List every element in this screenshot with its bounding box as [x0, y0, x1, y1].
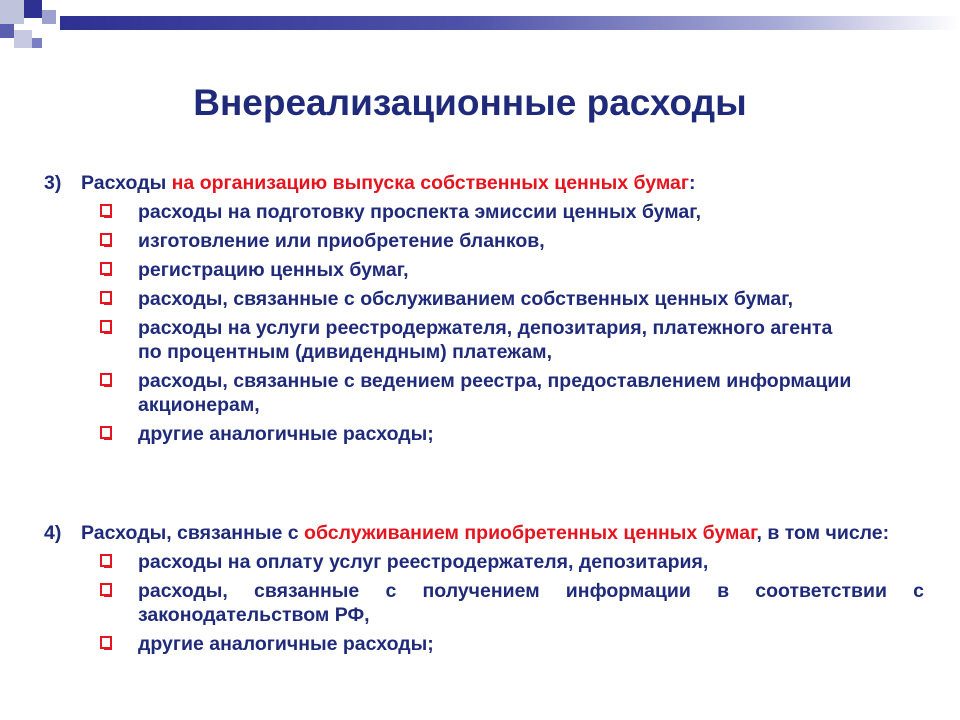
- checkbox-bullet-icon: [100, 636, 112, 649]
- section-4: [44, 521, 924, 656]
- list-item-text: регистрацию ценных бумаг,: [138, 259, 409, 281]
- list-item-text: расходы, связанные с получением информации в соответствии с законодательством РФ,: [138, 580, 924, 626]
- list-item-text: другие аналогичные расходы;: [138, 633, 434, 655]
- decor-square: [32, 38, 42, 48]
- list-item: [44, 422, 856, 446]
- list-item-text: изготовление или приобретение бланков,: [138, 230, 545, 252]
- list-item-text: расходы на подготовку проспекта эмиссии ценных бумаг,: [138, 201, 702, 223]
- list-item-text: другие аналогичные расходы;: [138, 423, 434, 445]
- list-item: [44, 369, 856, 417]
- heading-prefix: Расходы: [81, 172, 172, 194]
- list-item: [44, 229, 856, 253]
- list-item: [44, 287, 856, 311]
- section-heading: [44, 171, 856, 195]
- list-item: [44, 579, 924, 627]
- section-heading: [44, 521, 924, 545]
- checkbox-bullet-icon: [100, 291, 112, 304]
- checkbox-bullet-icon: [100, 320, 112, 333]
- section-3: [44, 171, 856, 446]
- heading-suffix: :: [689, 172, 696, 194]
- list-item: [44, 632, 924, 656]
- checkbox-bullet-icon: [100, 233, 112, 246]
- decor-square: [14, 30, 32, 48]
- list-item: [44, 258, 856, 282]
- bullet-list: [44, 550, 924, 656]
- section-number: 4): [44, 522, 62, 544]
- decor-square: [0, 0, 24, 24]
- list-item-text: расходы на услуги реестродержателя, депозитария, платежного агента по процентным (дивидендным) платежам,: [138, 317, 833, 363]
- section-number: 3): [44, 172, 62, 194]
- checkbox-bullet-icon: [100, 373, 112, 386]
- decor-square: [0, 24, 14, 38]
- list-item-text: расходы, связанные с ведением реестра, предоставлением информации акционерам,: [138, 370, 852, 416]
- checkbox-bullet-icon: [100, 204, 112, 217]
- heading-suffix: , в том числе:: [756, 522, 890, 544]
- list-item: [44, 200, 856, 224]
- header-gradient-bar: [60, 16, 960, 30]
- decor-square: [24, 0, 42, 18]
- section-heading-text: [81, 171, 856, 195]
- list-item-text: расходы на оплату услуг реестродержателя, депозитария,: [138, 551, 709, 573]
- decor-square: [42, 10, 56, 24]
- list-item: [44, 550, 924, 574]
- checkbox-bullet-icon: [100, 262, 112, 275]
- checkbox-bullet-icon: [100, 554, 112, 567]
- bullet-list: [44, 200, 856, 446]
- section-heading-text: [81, 521, 924, 545]
- heading-highlight: на организацию выпуска собственных ценных бумаг: [171, 172, 690, 194]
- checkbox-bullet-icon: [100, 583, 112, 596]
- heading-prefix: Расходы, связанные с: [81, 522, 305, 544]
- list-item: [44, 316, 856, 364]
- checkbox-bullet-icon: [100, 426, 112, 439]
- list-item-text: расходы, связанные с обслуживанием собственных ценных бумаг,: [138, 288, 794, 310]
- heading-highlight: обслуживанием приобретенных ценных бумаг: [304, 522, 757, 544]
- slide-title: Внереализационные расходы: [193, 82, 747, 123]
